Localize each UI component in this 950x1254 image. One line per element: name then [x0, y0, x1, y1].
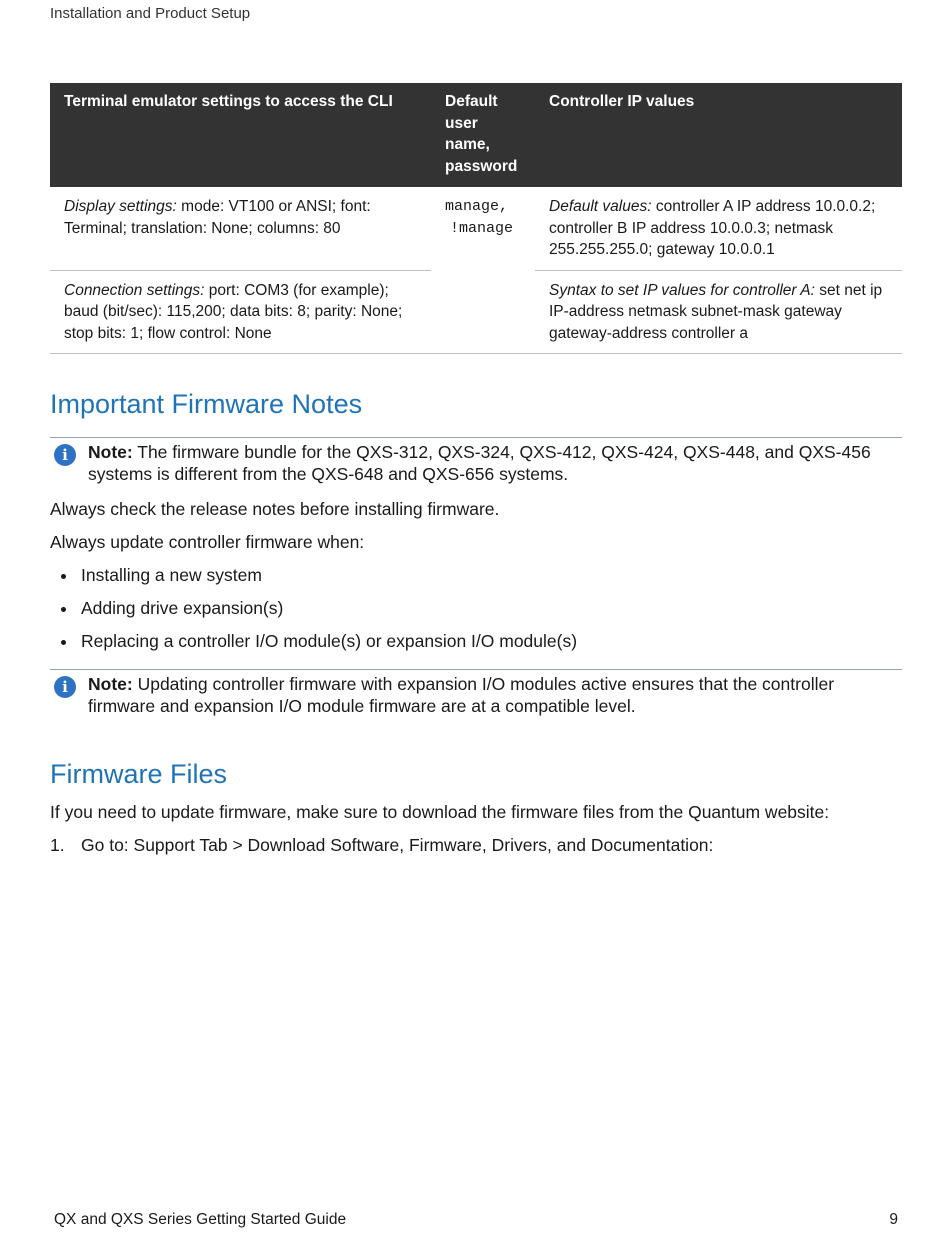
info-icon: i [54, 444, 76, 466]
cell-text: set net ip IP-address netmask subnet-mask gateway gateway-address controller a [549, 281, 883, 342]
default-values-cell [535, 187, 902, 270]
header-terminal-settings: Terminal emulator settings to access the CLI [50, 83, 431, 187]
footer-page-number: 9 [889, 1211, 898, 1228]
note-text: The firmware bundle for the QXS-312, QXS-324, QXS-412, QXS-424, QXS-448, and QXS-456 systems is different from the QXS-648 and QXS-656 systems. [88, 442, 871, 484]
section-heading-firmware-files: Firmware Files [50, 759, 228, 789]
ip-syntax-cell [535, 270, 902, 354]
header-line: user [445, 114, 478, 132]
paragraph-update-when: Always update controller firmware when: [50, 532, 365, 552]
list-item: Replacing a controller I/O module(s) or expansion I/O module(s) [60, 630, 577, 652]
paragraph-download-firmware: If you need to update firmware, make sure to download the firmware files from the Quantum website: [50, 802, 830, 822]
running-header: Installation and Product Setup [50, 5, 251, 22]
cell-label: Connection settings: [64, 281, 205, 299]
credentials-text [445, 196, 521, 239]
list-item [50, 834, 713, 856]
password: !manage [450, 219, 514, 237]
note-firmware-bundle [50, 437, 902, 485]
display-settings-cell [50, 187, 431, 270]
info-icon: i [54, 676, 76, 698]
cell-label: Default values: [549, 198, 652, 215]
steps-list [50, 834, 713, 856]
header-default-credentials [431, 83, 535, 187]
header-line: name, [445, 136, 490, 153]
update-conditions-list [60, 564, 577, 663]
header-line: password [445, 157, 518, 175]
list-item: Adding drive expansion(s) [60, 597, 577, 619]
note-expansion-modules [50, 669, 902, 717]
table-row [50, 187, 902, 270]
table-header-row [50, 83, 902, 187]
cell-label: Syntax to set IP values for controller A: [549, 281, 815, 299]
note-label: Note: [88, 674, 133, 694]
footer-guide-title: QX and QXS Series Getting Started Guide [54, 1211, 347, 1228]
cell-text: controller A IP address 10.0.0.2; controller B IP address 10.0.0.3; netmask 255.255.255.0; gateway 10.0.0.1 [549, 198, 876, 258]
header-line: Default [445, 93, 498, 110]
header-controller-ip: Controller IP values [535, 83, 902, 187]
cli-settings-table [50, 83, 902, 354]
connection-settings-cell [50, 270, 431, 354]
cell-text: port: COM3 (for example); baud (bit/sec): 115,200; data bits: 8; parity: None; stop bits: 1; flow control: None [64, 281, 403, 342]
cell-label: Display settings: [64, 198, 177, 215]
username: manage, [445, 198, 509, 215]
section-heading-firmware-notes: Important Firmware Notes [50, 389, 363, 419]
step-number: 1. [50, 835, 65, 855]
note-text: Updating controller firmware with expansion I/O modules active ensures that the controller firmware and expansion I/O module firmware are at a compatible level. [88, 674, 835, 716]
paragraph-release-notes: Always check the release notes before installing firmware. [50, 499, 500, 519]
note-label: Note: [88, 442, 133, 462]
list-item: Installing a new system [60, 564, 577, 586]
cell-text: mode: VT100 or ANSI; font: Terminal; translation: None; columns: 80 [64, 198, 371, 237]
credentials-cell [431, 187, 535, 354]
step-text: Go to: Support Tab > Download Software, Firmware, Drivers, and Documentation: [81, 835, 714, 855]
